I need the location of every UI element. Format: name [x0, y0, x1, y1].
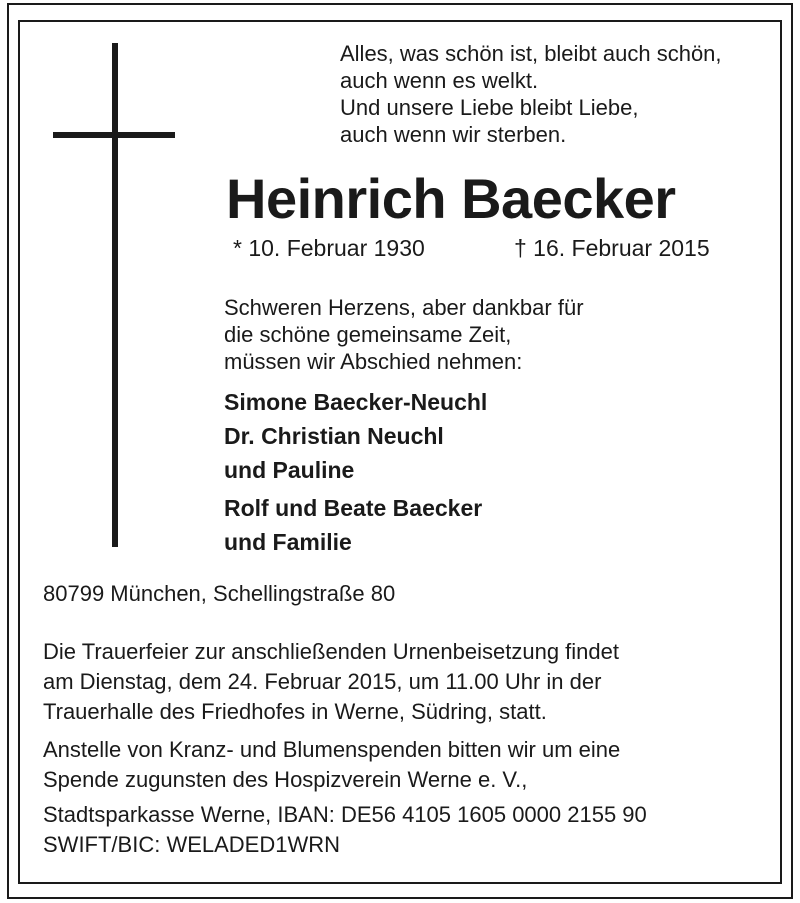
intro-line: Schweren Herzens, aber dankbar für — [224, 295, 584, 320]
donation-line: Anstelle von Kranz- und Blumenspenden bitten wir um eine — [43, 737, 621, 762]
intro-text — [224, 294, 584, 375]
birth-date: * 10. Februar 1930 — [233, 235, 425, 261]
ceremony-line: Die Trauerfeier zur anschließenden Urnenbeisetzung findet — [43, 639, 619, 664]
death-date: † 16. Februar 2015 — [514, 235, 710, 261]
mourners-list — [224, 385, 487, 559]
poem — [340, 40, 722, 148]
mourner-line: Rolf und Beate Baecker — [224, 495, 483, 521]
bank-info — [43, 800, 647, 860]
ceremony-line: am Dienstag, dem 24. Februar 2015, um 11.00 Uhr in der — [43, 669, 602, 694]
poem-line: Und unsere Liebe bleibt Liebe, — [340, 95, 639, 120]
bank-line: SWIFT/BIC: WELADED1WRN — [43, 832, 341, 857]
cross-icon-horizontal — [53, 132, 175, 138]
intro-line: die schöne gemeinsame Zeit, — [224, 322, 512, 347]
deceased-name: Heinrich Baecker — [226, 167, 676, 230]
mourner-line: und Familie — [224, 529, 352, 555]
mourner-line: und Pauline — [224, 457, 355, 483]
poem-line: auch wenn wir sterben. — [340, 122, 567, 147]
poem-line: Alles, was schön ist, bleibt auch schön, — [340, 41, 722, 66]
donation-line: Spende zugunsten des Hospizverein Werne e. V., — [43, 767, 528, 792]
intro-line: müssen wir Abschied nehmen: — [224, 349, 523, 374]
mourner-line: Dr. Christian Neuchl — [224, 423, 444, 449]
donation-info — [43, 735, 620, 795]
mourner-line: Simone Baecker-Neuchl — [224, 389, 488, 415]
poem-line: auch wenn es welkt. — [340, 68, 539, 93]
ceremony-line: Trauerhalle des Friedhofes in Werne, Südring, statt. — [43, 699, 547, 724]
ceremony-info — [43, 637, 619, 727]
address: 80799 München, Schellingstraße 80 — [43, 581, 396, 606]
cross-icon-vertical — [112, 43, 118, 547]
bank-line: Stadtsparkasse Werne, IBAN: DE56 4105 1605 0000 2155 90 — [43, 802, 647, 827]
